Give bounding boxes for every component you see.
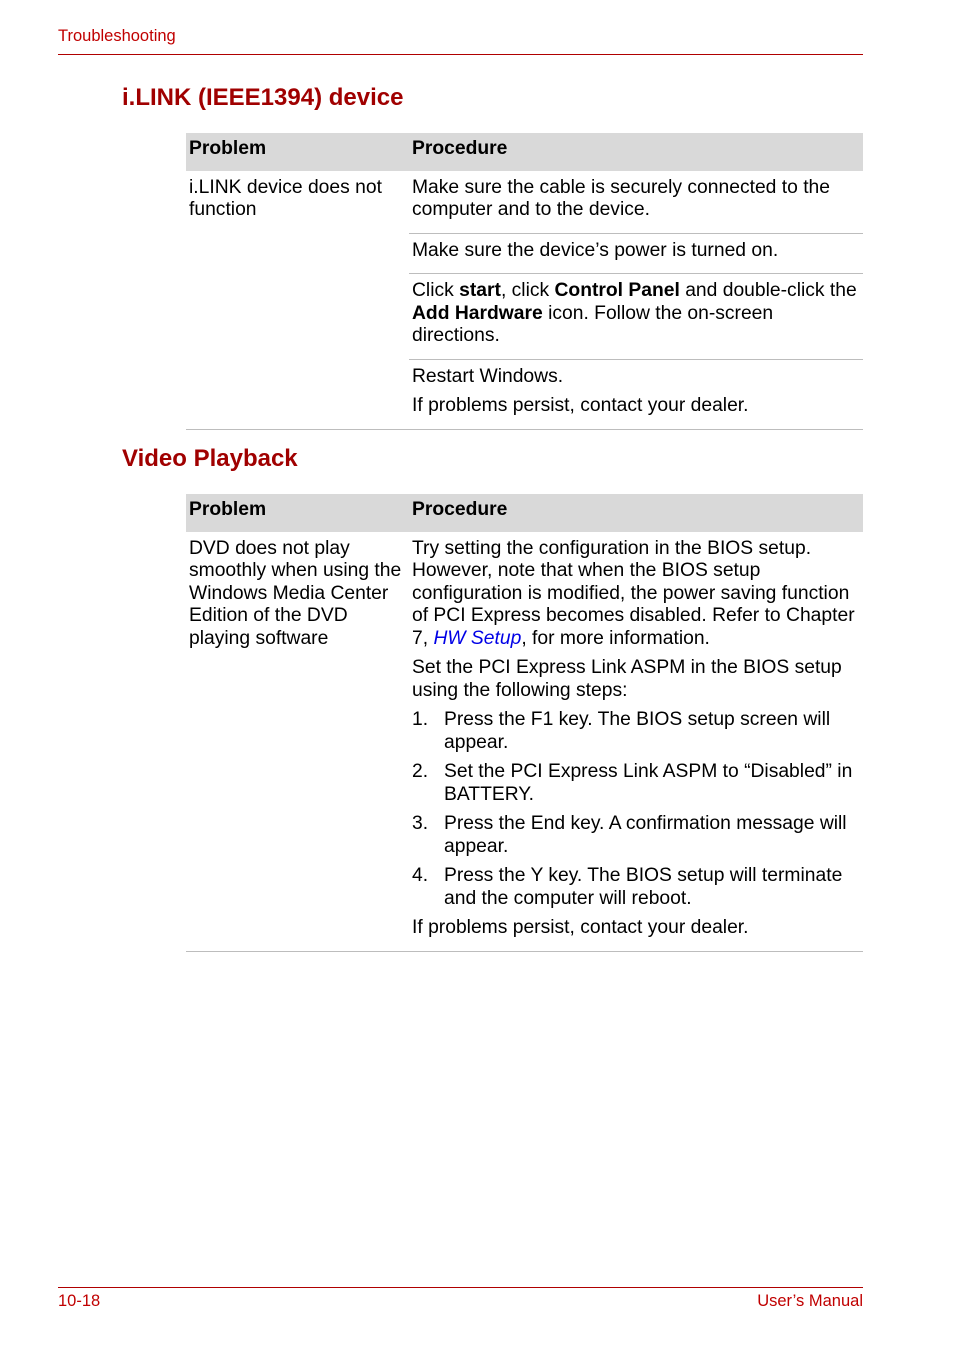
problem-cell: DVD does not play smoothly when using the Windows Media Center Edition of the DVD playing software (186, 532, 409, 952)
list-number: 4. (412, 865, 429, 886)
list-item (412, 865, 860, 910)
ilink-troubleshooting-table (186, 133, 863, 430)
table-row (186, 171, 863, 234)
list-text: Press the F1 key. The BIOS setup screen will appear. (444, 709, 831, 753)
header-rule (58, 54, 863, 55)
table-row (186, 532, 863, 952)
procedure-text: Make sure the cable is securely connected to the computer and to the device. (412, 176, 830, 220)
hw-setup-link[interactable]: HW Setup (433, 627, 522, 649)
text-run: , click (500, 280, 555, 301)
procedure-text (412, 280, 860, 348)
procedure-text: If problems persist, contact your dealer. (412, 395, 749, 416)
table-header-row (186, 133, 863, 171)
text-run: and double-click the (679, 280, 857, 301)
text-run: icon. Follow the on-screen directions. (412, 302, 774, 346)
list-text: Press the Y key. The BIOS setup will terminate and the computer will reboot. (444, 865, 843, 909)
bios-steps-list (412, 709, 860, 910)
table-header-row (186, 494, 863, 532)
ui-term-start: start (459, 280, 501, 301)
manual-name: User’s Manual (757, 1292, 863, 1310)
column-header-procedure: Procedure (409, 494, 863, 532)
list-item (412, 813, 860, 858)
text-run: , for more information. (521, 627, 710, 649)
procedure-cell (409, 274, 863, 360)
footer-rule (58, 1287, 863, 1288)
list-text: Set the PCI Express Link ASPM to “Disabled” in BATTERY. (444, 761, 853, 805)
text-run: Try setting the configuration in the BIOS setup. However, note that when the BIOS setup configuration is modified, the power saving function of PCI Express becomes disabled. Refer to Chapter 7, (412, 537, 855, 649)
list-number: 1. (412, 709, 429, 730)
ilink-section-title: i.LINK (IEEE1394) device (122, 84, 404, 111)
procedure-cell (409, 171, 863, 234)
procedure-cell (409, 359, 863, 429)
procedure-cell (409, 532, 863, 952)
list-number: 2. (412, 761, 429, 782)
list-item (412, 761, 860, 806)
video-troubleshooting-table (186, 494, 863, 952)
page-number: 10-18 (58, 1292, 101, 1310)
ui-term-add-hardware: Add Hardware (412, 302, 543, 324)
running-header: Troubleshooting (58, 27, 176, 45)
column-header-problem: Problem (186, 133, 409, 171)
list-item (412, 709, 860, 754)
list-text: Press the End key. A confirmation message will appear. (444, 813, 847, 857)
list-number: 3. (412, 813, 429, 834)
column-header-problem: Problem (186, 494, 409, 532)
column-header-procedure: Procedure (409, 133, 863, 171)
procedure-cell (409, 233, 863, 274)
procedure-text: Make sure the device’s power is turned on. (412, 239, 779, 261)
procedure-text: Set the PCI Express Link ASPM in the BIOS setup using the following steps: (412, 657, 842, 701)
text-run: Click (412, 280, 460, 301)
procedure-text: If problems persist, contact your dealer. (412, 917, 749, 938)
ui-term-control-panel: Control Panel (554, 280, 680, 301)
procedure-text: Restart Windows. (412, 365, 564, 387)
procedure-text (412, 538, 860, 651)
problem-cell: i.LINK device does not function (186, 171, 409, 430)
video-section-title: Video Playback (122, 445, 298, 472)
